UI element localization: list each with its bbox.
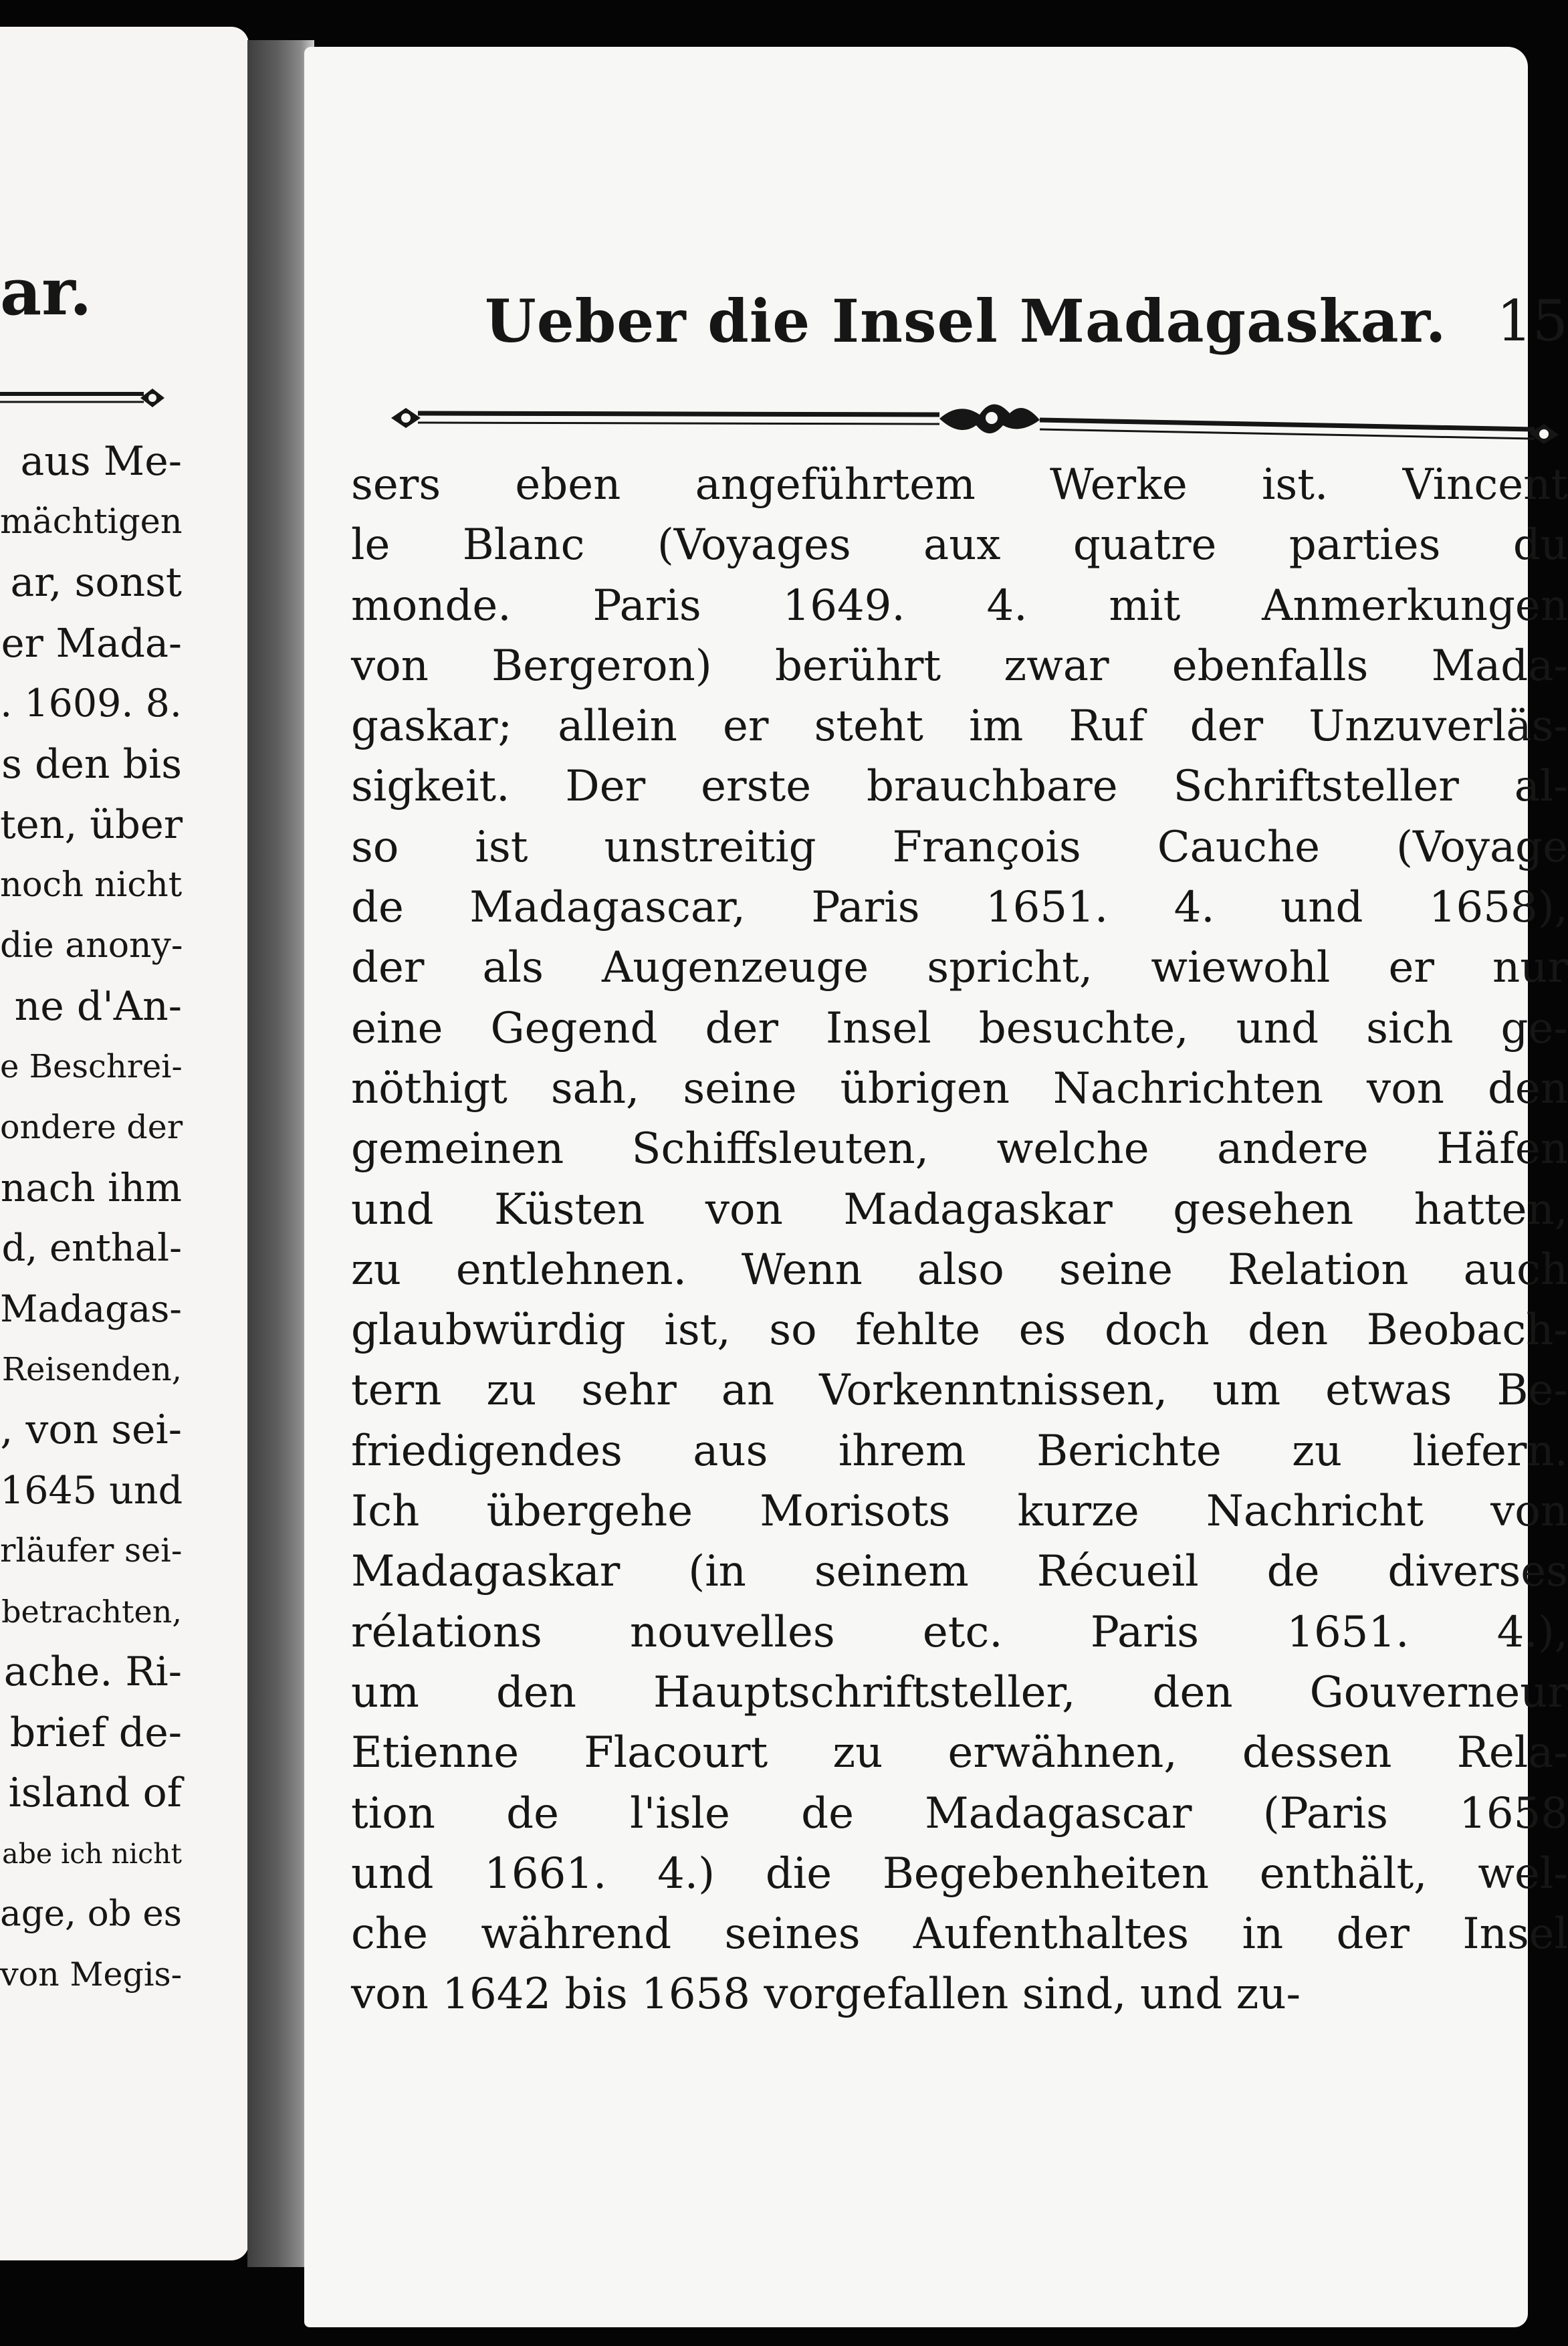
left-line: ten, über [0,801,183,847]
left-line: island of [8,1770,182,1816]
left-line: Madagas- [0,1287,182,1330]
left-line: ondere der [0,1107,183,1146]
left-line: ar, sonst [10,559,182,606]
left-line: Reisenden, [1,1350,182,1388]
text-line: von Bergeron) berührt zwar ebenfalls Mada- [351,641,1568,691]
left-line: betrachten, [1,1593,182,1630]
text-line: um den Hauptschriftsteller, den Gouverneur [351,1667,1568,1717]
left-line: ne d'An- [14,982,182,1030]
text-line: de Madagascar, Paris 1651. 4. und 1658), [351,883,1568,933]
text-line: so ist unstreitig François Cauche (Voyage [351,822,1568,872]
text-line: rélations nouvelles etc. Paris 1651. 4.), [351,1607,1568,1657]
text-line: gemeinen Schiffsleuten, welche andere Häfen [351,1124,1568,1174]
page-header [485,274,1568,368]
text-line: friedigendes aus ihrem Berichte zu liefern. [351,1426,1568,1476]
left-line: von Megis- [0,1955,183,1994]
left-line: abe ich nicht [2,1837,182,1870]
text-line: und Küsten von Madagaskar gesehen hatten, [351,1184,1568,1235]
text-line: von 1642 bis 1658 vorgefallen sind, und zu- [351,1969,1301,2020]
left-line: aus Me- [20,438,182,485]
left-line: er Mada- [1,619,182,666]
text-line: le Blanc (Voyages aux quatre parties du [351,520,1568,570]
left-running-title: ar. [0,254,92,330]
text-line: glaubwürdig ist, so fehlte es doch den Beobach- [351,1305,1568,1356]
text-line: tern zu sehr an Vorkenntnissen, um etwas Be- [351,1366,1568,1416]
page-number: 15 [1496,288,1568,354]
left-line: mächtigen [0,502,183,542]
right-page [304,47,1568,2327]
text-line: gaskar; allein er steht im Ruf der Unzuverläs- [351,702,1568,752]
text-line: nöthigt sah, seine übrigen Nachrichten von den [351,1063,1568,1113]
text-line: der als Augenzeuge spricht, wiewohl er nur [351,943,1568,993]
text-line: und 1661. 4.) die Begebenheiten enthält, wel- [351,1848,1568,1899]
left-line: e Beschrei- [0,1048,183,1085]
left-line: noch nicht [0,865,183,905]
left-line: die anony- [0,926,183,966]
text-line: zu entlehnen. Wenn also seine Relation auch [351,1245,1568,1295]
left-line: ache. Ri- [3,1648,182,1695]
body-text [351,455,1568,2025]
left-line: nach ihm [0,1165,182,1210]
left-page-text [0,431,249,2005]
header-ornament-rule [378,381,1568,455]
left-line: s den bis [1,740,182,788]
text-line: eine Gegend der Insel besuchte, und sich ge- [351,1003,1568,1053]
running-title: Ueber die Insel Madagaskar. [485,286,1447,356]
left-line: age, ob es [0,1893,182,1934]
left-line: 1645 und [0,1468,183,1513]
left-line: rläufer sei- [0,1531,183,1570]
text-line: che während seines Aufenthaltes in der Insel [351,1909,1568,1959]
text-line: sers eben angeführtem Werke ist. Vincent [351,460,1568,510]
text-line: tion de l'isle de Madagascar (Paris 1658 [351,1788,1568,1838]
left-page [0,27,249,2260]
left-ornament-rule [0,378,171,418]
left-line: , von sei- [0,1406,182,1453]
text-line: monde. Paris 1649. 4. mit Anmerkungen [351,580,1568,631]
text-line: Etienne Flacourt zu erwähnen, dessen Rela- [351,1728,1568,1778]
left-line: brief de- [9,1709,182,1756]
text-line: Madagaskar (in seinem Récueil de diverses [351,1547,1568,1597]
text-line: Ich übergehe Morisots kurze Nachricht von [351,1487,1568,1537]
left-line: d, enthal- [1,1226,182,1270]
left-line: . 1609. 8. [0,681,182,726]
text-line: sigkeit. Der erste brauchbare Schriftsteller al- [351,762,1568,812]
